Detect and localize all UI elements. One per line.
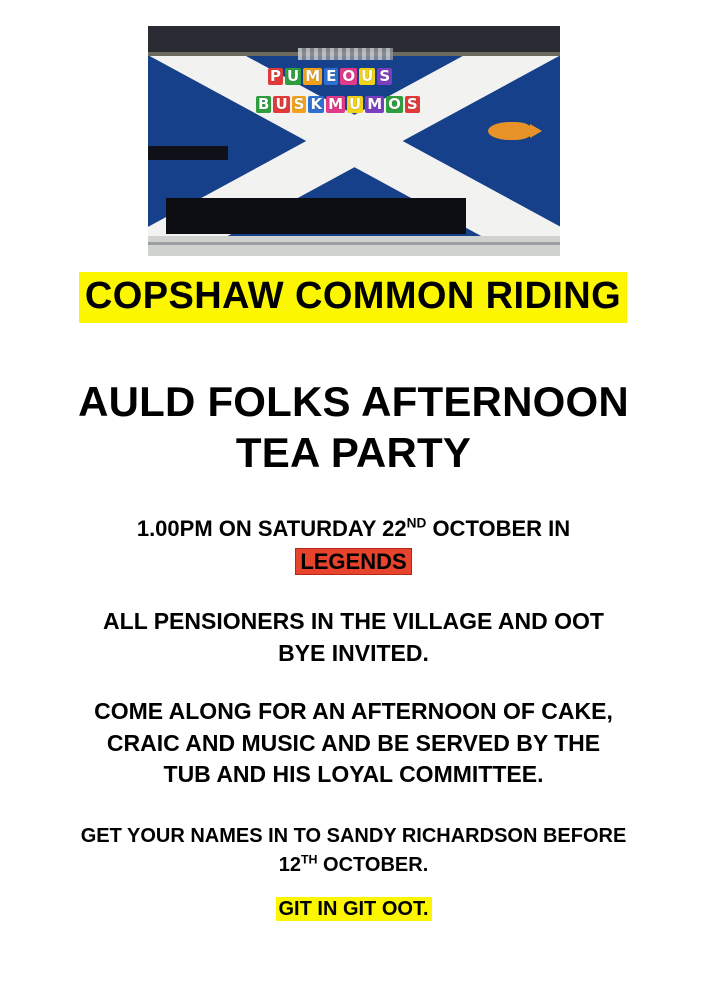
saltire-flag-photo (148, 26, 560, 256)
description-line-1: COME ALONG FOR AN AFTERNOON OF CAKE, (94, 698, 613, 724)
rsvp-block (0, 822, 707, 880)
event-datetime-block (0, 512, 707, 578)
cutout-letter: K (310, 95, 323, 113)
footer-slogan-block (0, 898, 707, 921)
page-title-line-1: AULD FOLKS AFTERNOON (78, 378, 629, 425)
cutout-letter: S (406, 95, 418, 113)
cutout-letter: U (287, 67, 300, 85)
cutout-letters-row-1 (268, 68, 392, 85)
cutout-letter: M (367, 95, 383, 113)
page-title-line-2: TEA PARTY (235, 429, 472, 477)
headline-band (43, 272, 663, 323)
footer-slogan: GIT IN GIT OOT. (276, 897, 432, 921)
event-venue: LEGENDS (295, 548, 411, 575)
description-line-2: CRAIC AND MUSIC AND BE SERVED BY THE (106, 729, 601, 756)
description-line-3: TUB AND HIS LOYAL COMMITTEE. (163, 761, 544, 788)
cutout-letter: S (293, 95, 305, 113)
rsvp-date-ordinal: TH (300, 852, 318, 867)
invitation-line-2: BYE INVITED. (278, 639, 429, 666)
photo-dark-bar-bottom (166, 198, 466, 234)
cutout-letter: S (379, 67, 391, 85)
page-title (0, 376, 707, 478)
description-block (0, 696, 707, 791)
cutout-letter: O (342, 67, 356, 85)
cutout-letter: P (270, 67, 281, 85)
event-headline: COPSHAW COMMON RIDING (79, 272, 627, 323)
photo-bottom-edge (148, 236, 560, 256)
invitation-line-1: ALL PENSIONERS IN THE VILLAGE AND OOT (103, 608, 604, 634)
cutout-letter: M (305, 67, 321, 85)
cutout-letter: U (349, 95, 362, 113)
bunting-icon (298, 48, 393, 60)
event-datetime-prefix: 1.00PM ON SATURDAY 22 (136, 516, 407, 541)
rsvp-line-1: GET YOUR NAMES IN TO SANDY RICHARDSON BEFORE (80, 825, 627, 847)
flag-background (148, 26, 560, 256)
event-datetime-line (0, 512, 707, 545)
cutout-letter: O (388, 95, 401, 113)
cutout-letter: B (258, 95, 270, 113)
event-date-ordinal: ND (406, 515, 427, 531)
rsvp-date-suffix: OCTOBER. (317, 854, 429, 876)
cutout-letter: U (361, 67, 374, 85)
rsvp-date-prefix: 12 (278, 854, 301, 876)
fish-icon (488, 122, 532, 140)
cutout-letter: E (326, 67, 337, 85)
cutout-letter: M (328, 95, 343, 113)
invitation-block (0, 606, 707, 669)
cutout-letter: U (275, 95, 288, 113)
event-datetime-suffix: OCTOBER IN (426, 516, 571, 541)
photo-dark-bar-left (148, 146, 228, 160)
event-venue-line (0, 545, 707, 578)
cutout-letters-row-2 (256, 96, 420, 113)
rsvp-line-2 (0, 851, 707, 880)
